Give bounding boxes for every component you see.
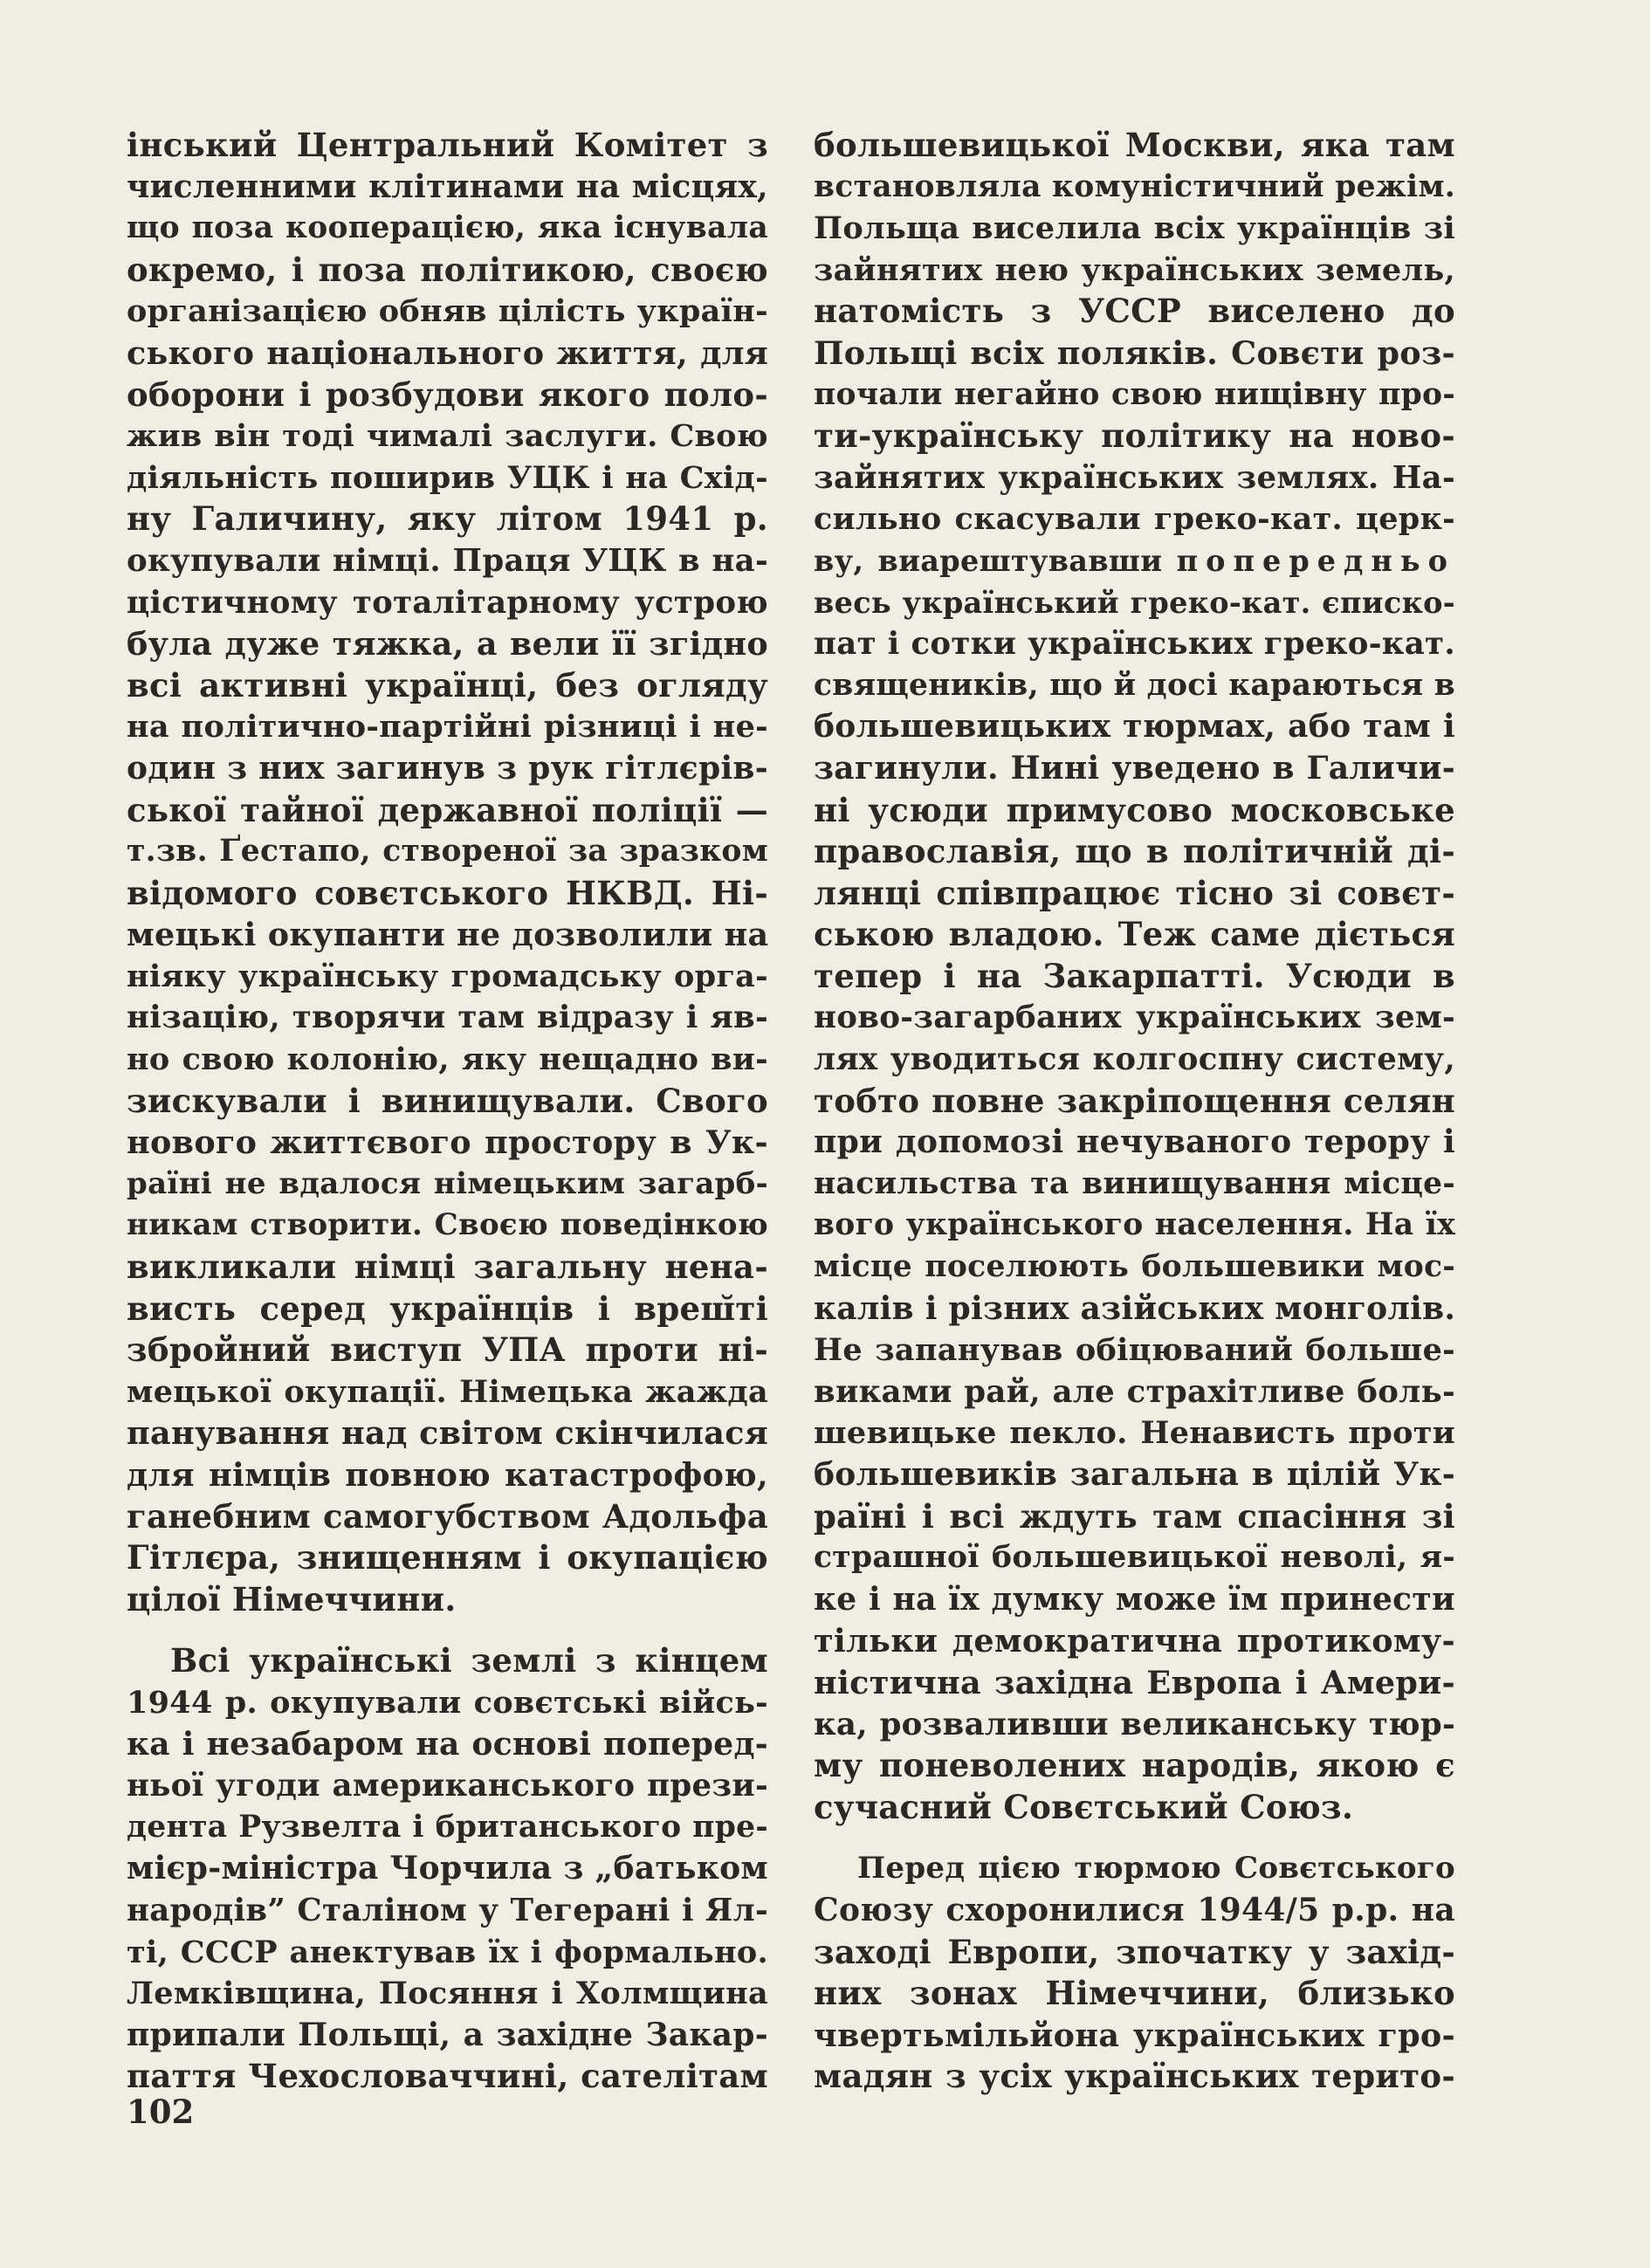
text-line: відомого совєтського НКВД. Ні- bbox=[127, 873, 768, 912]
text-line: народів” Сталіном у Тегерані і Ял- bbox=[127, 1892, 768, 1928]
text-line: сучасний Совєтський Союз. bbox=[814, 1787, 1354, 1826]
text-line: тільки демократична протикому- bbox=[814, 1622, 1455, 1660]
text-line: сильно скасували греко-кат. церк- bbox=[814, 501, 1455, 538]
text-line: встановляла комуністичний режім. bbox=[814, 168, 1455, 204]
text-line: мієр-міністра Чорчила з „батьком bbox=[127, 1850, 768, 1887]
text-line: цілої Німеччини. bbox=[127, 1579, 457, 1619]
spaced-emphasis: попередньо bbox=[1176, 543, 1455, 578]
text-line: ніяку українську громадську орга- bbox=[127, 958, 768, 994]
text-line: вого українського населення. На їх bbox=[814, 1207, 1455, 1243]
text-line: нового життєвого простору в Ук- bbox=[127, 1124, 768, 1162]
paragraph bbox=[814, 1848, 1455, 2098]
text-line: всі активні українці, без огляду bbox=[127, 665, 768, 704]
text-line: ка, розваливши великанську тюр- bbox=[814, 1706, 1455, 1742]
text-line: що поза кооперацією, яка існувала bbox=[127, 210, 768, 246]
text-line: панування над світом скінчилася bbox=[127, 1414, 768, 1453]
text-line: для німців повною катастрофою, bbox=[127, 1456, 768, 1494]
text-line: ського національного життя, для bbox=[127, 333, 768, 372]
text-line: збройний виступ УПА проти ні- bbox=[127, 1330, 768, 1370]
text-line: Перед цією тюрмою Совєтського bbox=[857, 1851, 1455, 1887]
text-line: но свою колонію, яку нещадно ви- bbox=[127, 1041, 768, 1078]
text-line: натомість з УССР виселено до bbox=[814, 292, 1455, 331]
paragraph-gap bbox=[814, 1828, 1455, 1848]
text-line: весь український греко-кат. єписко- bbox=[814, 585, 1455, 620]
text-line: Польща виселила всіх українців зі bbox=[814, 210, 1455, 247]
text-line: ністична західна Европа і Амери- bbox=[814, 1663, 1455, 1701]
text-line: нізацію, творячи там відразу і яв- bbox=[127, 1000, 768, 1036]
text-line: окупували німці. Праця УЦК в на- bbox=[127, 542, 768, 579]
text-line: калів і різних азійських монголів. bbox=[814, 1289, 1455, 1327]
text-line: загинули. Нині уведено в Галичи- bbox=[814, 749, 1455, 787]
text-line: Лемківщина, Посяння і Холмщина bbox=[127, 1976, 768, 2012]
text-line: Всі українські землі з кінцем bbox=[170, 1641, 768, 1680]
text-line: викликали німці загальну нена- bbox=[127, 1247, 768, 1287]
text-line: ка і незабаром на основі поперед- bbox=[127, 1725, 768, 1763]
right-column bbox=[814, 125, 1455, 2098]
text-line: Гітлєра, знищенням і окупацією bbox=[127, 1538, 768, 1577]
text-line: зайнятих нею українських земель, bbox=[814, 251, 1455, 288]
text-line: заході Европи, зпочатку у захід- bbox=[814, 1932, 1455, 1971]
text-line: оборони і розбудови якого поло- bbox=[127, 375, 768, 414]
paragraph bbox=[814, 125, 1455, 1828]
text-line: один з них загинув з рук гітлєрів- bbox=[127, 749, 768, 787]
text-line: большевиків загальна в цілій Ук- bbox=[814, 1456, 1455, 1493]
text-line: мецької окупації. Німецька жажда bbox=[127, 1373, 768, 1410]
text-line: чвертьмільйона українських гро- bbox=[814, 2016, 1455, 2054]
text-line: на політично-партійні різниці і не- bbox=[127, 709, 768, 746]
text-line: ською владою. Теж саме діється bbox=[814, 915, 1455, 954]
text-line: му поневолених народів, якою є bbox=[814, 1746, 1455, 1785]
text-line: православія, що в політичній ді- bbox=[814, 832, 1455, 871]
text-line: священиків, що й досі караються в bbox=[814, 667, 1455, 703]
text-line: лянці співпрацює тісно зі совєт- bbox=[814, 873, 1455, 912]
text-line: ської тайної державної поліції — bbox=[127, 790, 768, 829]
text-line: тобто повне закріпощення селян bbox=[814, 1081, 1455, 1120]
text-line: страшної большевицької неволі, я- bbox=[814, 1540, 1455, 1576]
text-line: Польщі всіх поляків. Совєти роз- bbox=[814, 333, 1455, 372]
text-line: ново-загарбаних українських зем- bbox=[814, 1000, 1455, 1036]
text-line: них зонах Німеччини, близько bbox=[814, 1974, 1455, 2013]
text-line: була дуже тяжка, а вели її згідно bbox=[127, 625, 768, 663]
text-line: організацією обняв цілість україн- bbox=[127, 293, 768, 330]
text-line: ті, СССР анектував їх і формально. bbox=[127, 1934, 768, 1970]
text-line: численними клітинами на місцях, bbox=[127, 168, 768, 205]
text-line: тепер і на Закарпатті. Усюди в bbox=[814, 956, 1455, 995]
text-line: висть серед українців і вреш̆ті bbox=[127, 1289, 768, 1328]
text-line: раїні і всі ждуть там спасіння зі bbox=[814, 1496, 1455, 1536]
text-line: зискували і винищували. Свого bbox=[127, 1081, 768, 1120]
text-line: паття Чехословаччині, сателітам bbox=[127, 2057, 768, 2096]
text-line: лях уводиться колгоспну систему, bbox=[814, 1041, 1455, 1078]
text-line: насильства та винищування місце- bbox=[814, 1165, 1455, 1201]
text-line: Не запанував обіцюваний больше- bbox=[814, 1332, 1455, 1369]
text-line: мадян з усіх українських терито- bbox=[814, 2057, 1455, 2096]
text-line: припали Польщі, а західне Закар- bbox=[127, 2016, 768, 2053]
paragraph bbox=[127, 1640, 768, 2098]
text-line: пат і сотки українських греко-кат. bbox=[814, 626, 1455, 663]
paragraph-gap bbox=[127, 1620, 768, 1640]
text-line: ву, виарештувавши попередньо bbox=[814, 543, 1455, 578]
text-line: большевицької Москви, яка там bbox=[814, 126, 1455, 164]
text-line: раїні не вдалося німецьким загарб- bbox=[127, 1165, 768, 1201]
left-column bbox=[127, 125, 768, 2098]
text-line: окремо, і поза політикою, своєю bbox=[127, 250, 768, 289]
text-line: почали негайно свою нищівну про- bbox=[814, 376, 1455, 412]
text-line: при допомозі нечуваного терору і bbox=[814, 1124, 1455, 1161]
text-line: ні усюди примусово московське bbox=[814, 790, 1455, 829]
text-line: виками рай, але страхітливе боль- bbox=[814, 1373, 1455, 1410]
text-line: ганебним самогубством Адольфа bbox=[127, 1496, 768, 1536]
text-line: дента Рузвелта і британського пре- bbox=[127, 1809, 768, 1845]
text-line: інський Центральний Комітет з bbox=[127, 126, 768, 164]
page-number: 102 bbox=[127, 2093, 195, 2131]
text-line: 1944 р. окупували совєтські війсь- bbox=[127, 1684, 768, 1721]
text-line: Союзу схоронилися 1944/5 р.р. на bbox=[814, 1891, 1455, 1928]
text-line: ти-українську політику на ново- bbox=[814, 416, 1455, 456]
text-line: ну Галичину, яку літом 1941 р. bbox=[127, 499, 768, 539]
text-line: діяльність поширив УЦК і на Схід- bbox=[127, 459, 768, 496]
paragraph bbox=[127, 125, 768, 1620]
text-line: жив він тоді чималі заслуги. Свою bbox=[127, 418, 768, 455]
text-line: большевицьких тюрмах, або там і bbox=[814, 708, 1455, 746]
text-line: місце поселюють большевики мос- bbox=[814, 1249, 1455, 1285]
text-line: ньої угоди американського прези- bbox=[127, 1768, 768, 1804]
text-line: зайнятих українських землях. На- bbox=[814, 459, 1455, 496]
text-line: мецькі окупанти не дозволили на bbox=[127, 916, 768, 954]
text-line: цістичному тоталітарному устрою bbox=[127, 584, 768, 621]
text-line: т.зв. Ґестапо, створеної за зразком bbox=[127, 834, 768, 869]
text-line: ке і на їх думку може їм принести bbox=[814, 1580, 1455, 1618]
text-line: шевицьке пекло. Ненависть проти bbox=[814, 1415, 1455, 1452]
text-line: никам створити. Своєю поведінкою bbox=[127, 1207, 768, 1243]
